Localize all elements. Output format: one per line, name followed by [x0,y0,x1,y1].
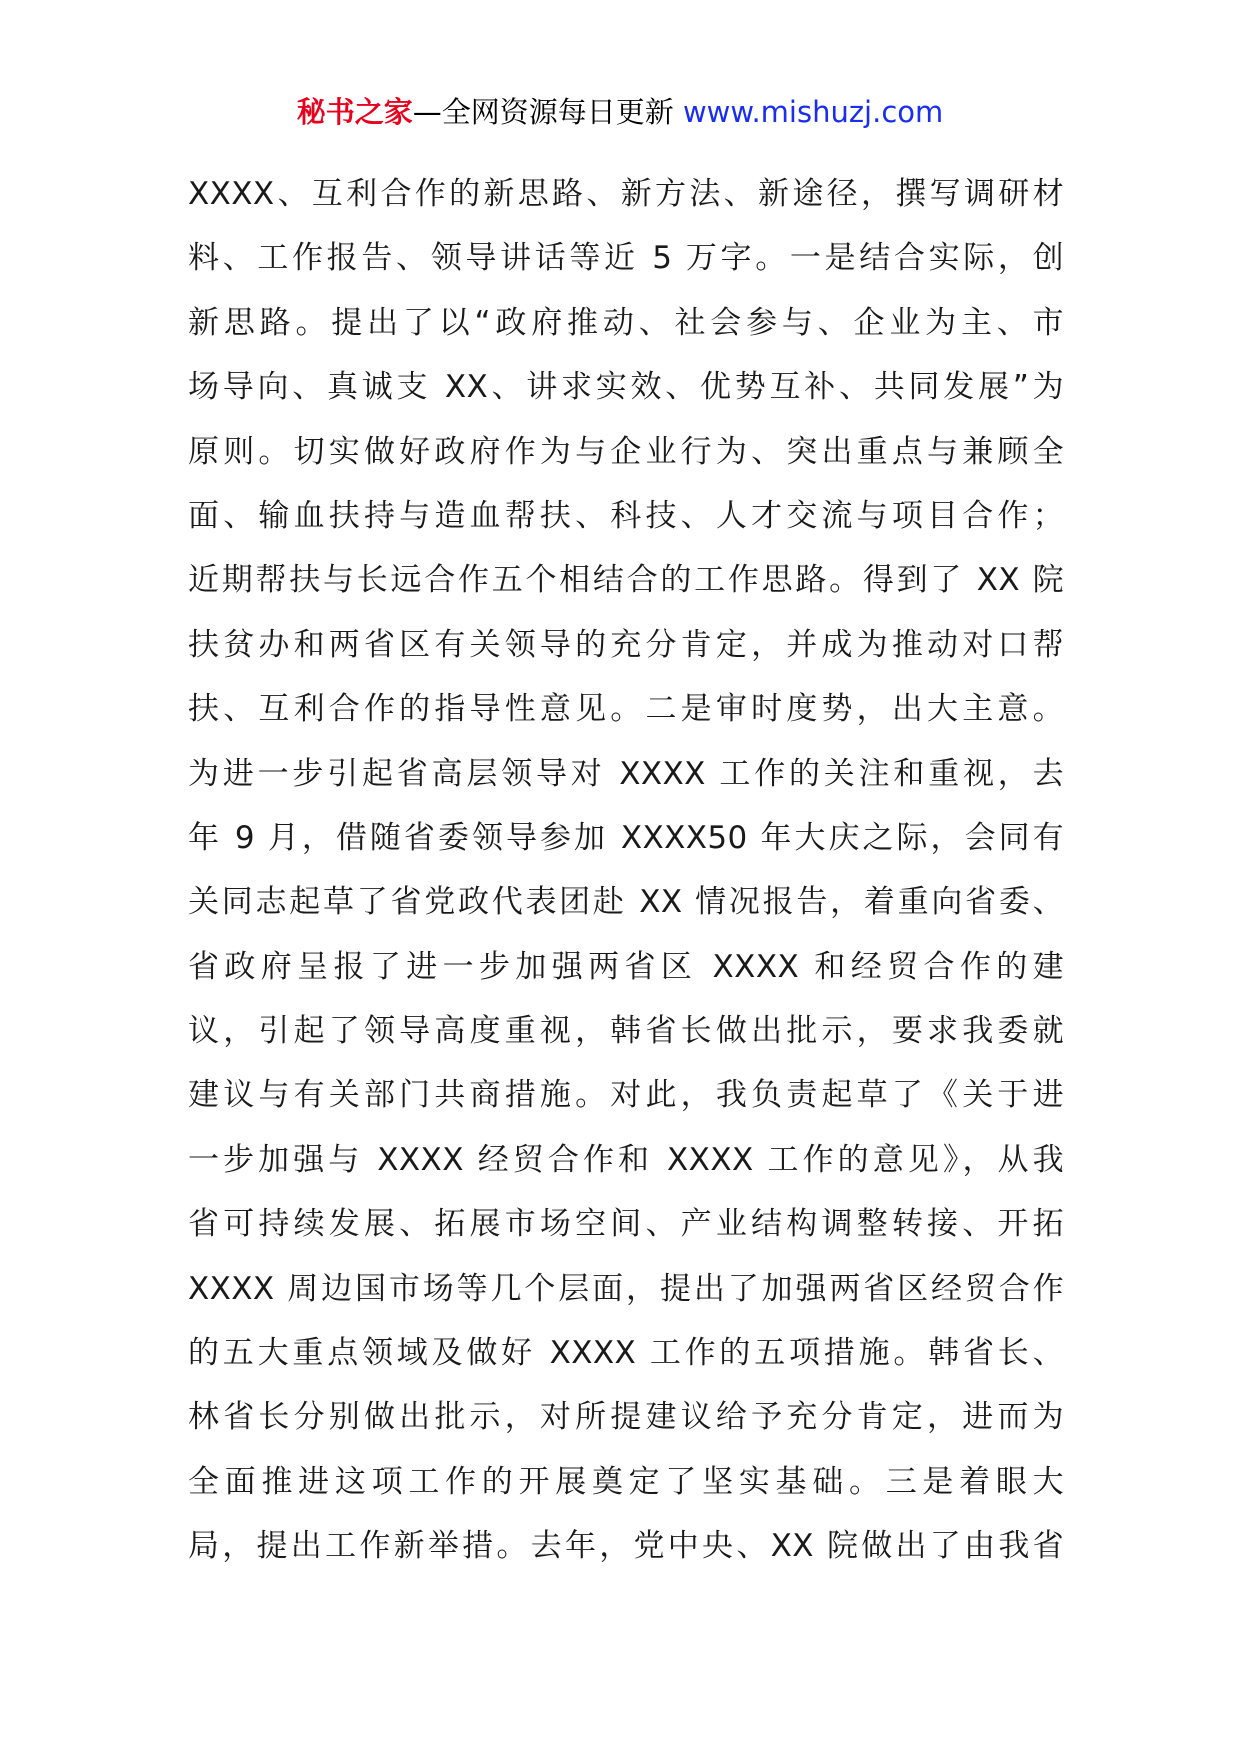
body-line: 扶贫办和两省区有关领导的充分肯定，并成为推动对口帮 [188,626,1064,663]
body-line: 全面推进这项工作的开展奠定了坚实基础。三是着眼大 [188,1463,1064,1500]
body-line: 关同志起草了省党政代表团赴 XX 情况报告，着重向省委、 [188,884,1064,921]
body-line: 扶、互利合作的指导性意见。二是审时度势，出大主意。 [188,691,1064,728]
body-line: 林省长分别做出批示，对所提建议给予充分肯定，进而为 [188,1399,1064,1436]
website-link[interactable]: www.mishuzj.com [682,95,944,129]
brand-name: 秘书之家 [296,95,413,129]
body-line: 局，提出工作新举措。去年，党中央、XX 院做出了由我省 [188,1528,1064,1565]
body-line: 原则。切实做好政府作为与企业行为、突出重点与兼顾全 [188,433,1064,470]
body-line: 建议与有关部门共商措施。对此，我负责起草了《关于进 [188,1077,1064,1114]
page-header [0,92,1240,132]
body-line: 一步加强与 XXXX 经贸合作和 XXXX 工作的意见》，从我 [188,1141,1064,1178]
body-line: 省可持续发展、拓展市场空间、产业结构调整转接、开拓 [188,1206,1064,1243]
body-line: XXXX 周边国市场等几个层面，提出了加强两省区经贸合作 [188,1270,1064,1307]
header-tagline: —全网资源每日更新 [412,95,683,129]
body-line: 省政府呈报了进一步加强两省区 XXXX 和经贸合作的建 [188,948,1064,985]
body-line: 场导向、真诚支 XX、讲求实效、优势互补、共同发展”为 [188,369,1064,406]
body-line: 年 9 月，借随省委领导参加 XXXX50 年大庆之际，会同有 [188,819,1064,856]
document-body [188,162,1064,1579]
body-line: 近期帮扶与长远合作五个相结合的工作思路。得到了 XX 院 [188,562,1064,599]
body-line: 面、输血扶持与造血帮扶、科技、人才交流与项目合作； [188,497,1064,534]
body-line: 新思路。提出了以“政府推动、社会参与、企业为主、市 [188,304,1064,341]
body-line: 议，引起了领导高度重视，韩省长做出批示，要求我委就 [188,1013,1064,1050]
body-line: 为进一步引起省高层领导对 XXXX 工作的关注和重视，去 [188,755,1064,792]
body-line: 的五大重点领域及做好 XXXX 工作的五项措施。韩省长、 [188,1335,1064,1372]
body-line: XXXX、互利合作的新思路、新方法、新途径，撰写调研材 [188,176,1064,212]
body-line: 料、工作报告、领导讲话等近 5 万字。一是结合实际，创 [188,240,1064,277]
